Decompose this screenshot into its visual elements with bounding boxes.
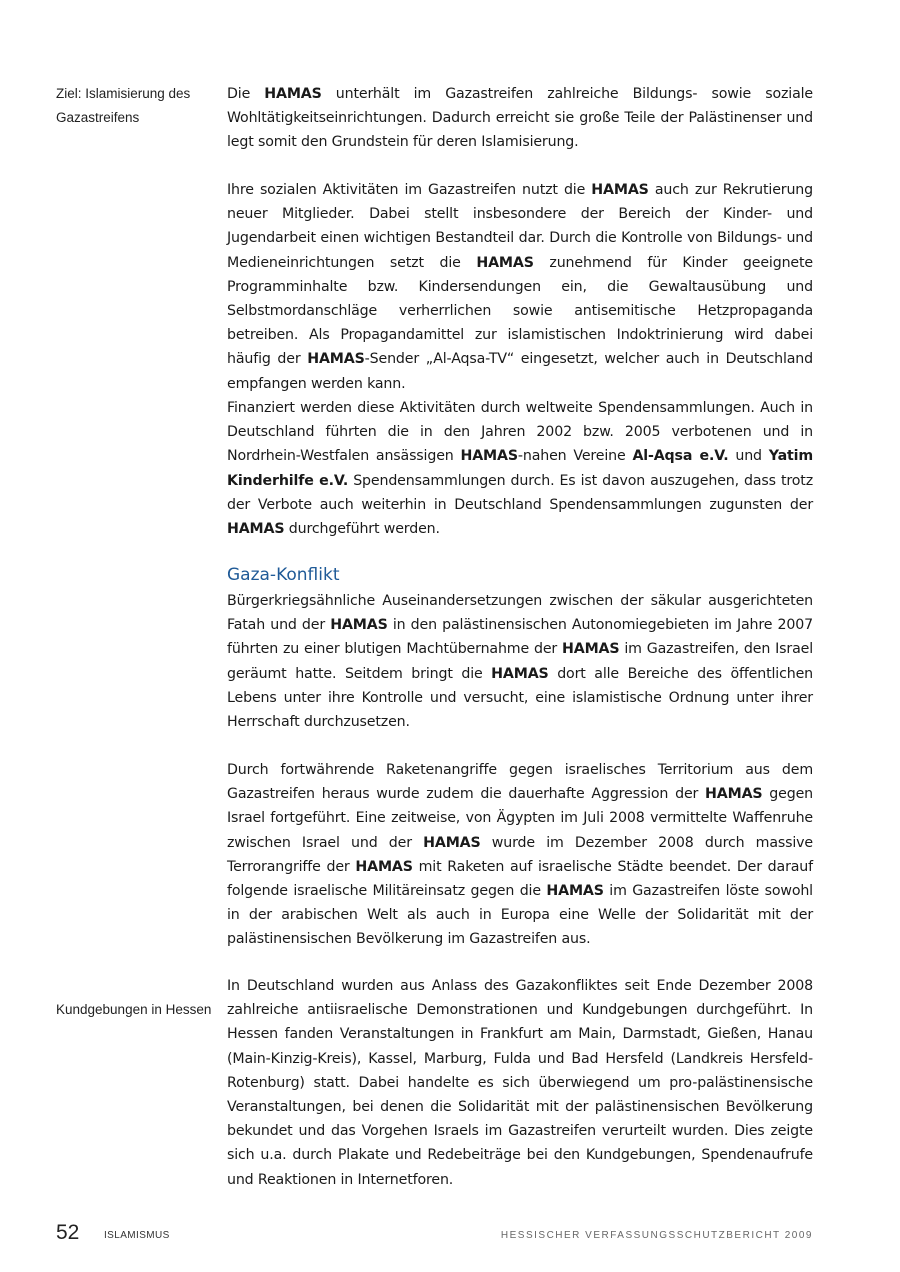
sidenote-kundgebungen: Kundgebungen in Hessen bbox=[56, 1002, 212, 1017]
bold-term: HAMAS bbox=[491, 665, 549, 682]
bold-term: HAMAS bbox=[307, 351, 365, 368]
paragraph-3: Finanziert werden diese Aktivitäten durch weltweite Spendensammlungen. Auch in Deutschland führten die in den Jahren 2002 bzw. 2005 verbotenen und in Nordrhein-Westfalen ansässigen HAMAS-nahen Vereine Al-Aqsa e.V. und Yatim Kinderhilfe e.V. Spendensammlungen durch. Es ist davon auszugehen, dass trotz der Verbote auch weiterhin in Deutschland Spendensammlungen zugunsten der HAMAS durchgeführt werden. bbox=[227, 400, 814, 538]
bold-term: HAMAS bbox=[591, 182, 649, 198]
bold-term: HAMAS bbox=[562, 641, 620, 658]
paragraph-4: Bürgerkriegsähnliche Auseinandersetzungen zwischen der säkular ausgerichteten Fatah und der HAMAS in den palästinensischen Autonomiegebieten im Jahre 2007 führten zu einer blutigen Machtübernahme der HAMAS im Gazastreifen, den Israel geräumt hatte. Seitdem bringt die HAMAS dort alle Bereiche des öffentlichen Lebens unter ihre Kontrolle und versucht, eine islamistische Ordnung unter ihrer Herrschaft durchzusetzen. bbox=[227, 593, 813, 731]
section-heading-gaza-konflikt: Gaza-Konflikt bbox=[227, 565, 340, 585]
footer-report-title: HESSISCHER VERFASSUNGSSCHUTZBERICHT 2009 bbox=[500, 1230, 813, 1241]
paragraph-1: Die HAMAS unterhält im Gazastreifen zahlreiche Bildungs- sowie soziale Wohltätigkeitseinrichtungen. Dadurch erreicht sie große Teile der Palästinenser und legt somit den Grundstein für deren Islamisierung. bbox=[227, 86, 813, 151]
bold-term: Al-Aqsa e.V. bbox=[632, 448, 729, 465]
bold-term: HAMAS bbox=[330, 617, 388, 634]
bold-term: HAMAS bbox=[476, 254, 534, 271]
bold-term: HAMAS bbox=[546, 883, 604, 900]
bold-term: HAMAS bbox=[355, 858, 413, 875]
paragraph-2: Ihre sozialen Aktivitäten im Gazastreifen nutzt die HAMAS auch zur Rekrutierung neuer Mitglieder. Dabei stellt insbesondere der Bereich der Kinder- und Jugendarbeit einen wichtigen Bestandteil dar. Durch die Kontrolle von Bildungs- und Medieneinrichtungen setzt die HAMAS zunehmend für Kinder geeignete Programminhalte bzw. Kindersendungen ein, die Gewaltausübung und Selbstmordanschläge verherrlichen sowie antisemitische Hetzpropaganda betreiben. Als Propagandamittel zur islamistischen Indoktrinierung wird dabei häufig der HAMAS-Sender „Al-Aqsa-TV“ eingesetzt, welcher auch in Deutschland empfangen werden kann. bbox=[227, 182, 814, 392]
page-number: 52 bbox=[56, 1221, 80, 1244]
paragraph-6: In Deutschland wurden aus Anlass des Gazakonfliktes seit Ende Dezember 2008 zahlreiche antiisraelische Demonstrationen und Kundgebungen durchgeführt. In Hessen fanden Veranstaltungen in Frankfurt am Main, Darmstadt, Gießen, Hanau (Main-Kinzig-Kreis), Kassel, Marburg, Fulda und Bad Hersfeld (Landkreis Hersfeld-Rotenburg) statt. Dabei handelte es sich überwiegend um pro-palästinensische Veranstaltungen, bei denen die Solidarität mit der palästinensischen Bevölkerung bekundet und das Vorgehen Israels im Gazastreifen verurteilt wurden. Dies zeigte sich u.a. durch Plakate und Redebeiträge bei den Kundgebungen, Spendenaufrufe und Reaktionen in Internetforen. bbox=[227, 978, 813, 1188]
bold-term: HAMAS bbox=[705, 786, 763, 803]
bold-term: Yatim Kinderhilfe e.V. bbox=[227, 448, 814, 489]
footer-section: ISLAMISMUS bbox=[104, 1230, 170, 1241]
bold-term: HAMAS bbox=[460, 448, 518, 465]
bold-term: HAMAS bbox=[423, 834, 481, 851]
bold-term: HAMAS bbox=[264, 86, 322, 102]
sidenote-ziel: Ziel: Islamisierung des Gazastreifens bbox=[56, 86, 191, 125]
bold-term: HAMAS bbox=[227, 521, 285, 538]
paragraph-5: Durch fortwährende Raketenangriffe gegen israelisches Territorium aus dem Gazastreifen heraus wurde zudem die dauerhafte Aggression der HAMAS gegen Israel fortgeführt. Eine zeitweise, von Ägypten im Juli 2008 vermittelte Waffenruhe zwischen Israel und der HAMAS wurde im Dezember 2008 durch massive Terrorangriffe der HAMAS mit Raketen auf israelische Städte beendet. Der darauf folgende israelische Militäreinsatz gegen die HAMAS im Gazastreifen löste sowohl in der arabischen Welt als auch in Europa eine Welle der Solidarität mit der palästinensischen Bevölkerung im Gazastreifen aus. bbox=[227, 762, 814, 948]
